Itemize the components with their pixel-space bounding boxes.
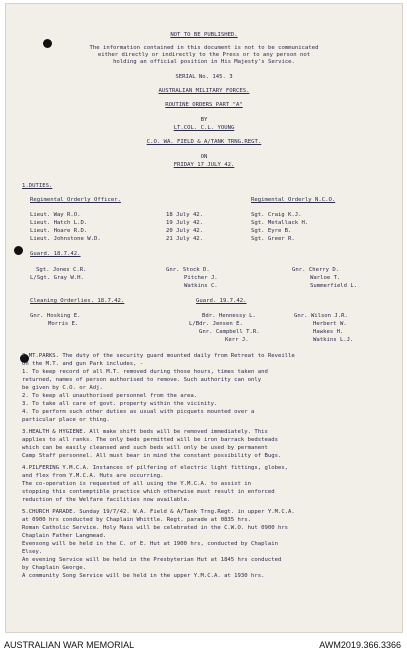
guard-member: Hawkes H.: [313, 329, 344, 335]
officer-name: Lieut. Johnstone W.D.: [30, 236, 101, 242]
serial-number: SERIAL No. 145. 3: [175, 74, 233, 80]
guard-member: Warloe T.: [310, 275, 341, 281]
pilfering-line: and flex from Y.M.C.A. Huts are occurring.: [22, 473, 164, 479]
guard-member: L/Sgt. Gray W.H.: [30, 275, 84, 281]
guard-member: Herbert W.: [313, 321, 347, 327]
punch-hole: [14, 246, 23, 255]
duty-date: 21 July 42.: [166, 236, 204, 242]
officer-name: Lieut. Hatch L.D.: [30, 220, 88, 226]
church-line: 5.CHURCH PARADE. Sunday 19/7/42. W.A. Field & A/Tank Trng.Regt. in upper Y.M.C.A.: [22, 509, 295, 515]
on-label: ON: [200, 154, 208, 160]
nco-name: Sgt. Greer R.: [251, 236, 295, 242]
church-line: Chaplain Father Langmead.: [22, 533, 107, 539]
commander-name: LT.COL. C.L. YOUNG: [173, 125, 235, 131]
guard-heading: Guard. 19.7.42.: [196, 298, 247, 304]
cleaning-member: Gnr. Hosking E.: [30, 313, 81, 319]
health-line: 3.HEALTH & HYGIENE. All make shift beds will be removed immediately. This: [22, 429, 268, 435]
pilfering-line: stopping this contemptible practice which otherwise must result in enforced: [22, 489, 275, 495]
guard-member: L/Bdr. Jensen E.: [189, 321, 243, 327]
force-heading: AUSTRALIAN MILITARY FORCES.: [158, 88, 250, 94]
duties-heading: 1.DUTIES.: [22, 183, 53, 189]
church-line: An evening Service will be held in the Presbyterian Hut at 1845 hrs conducted: [22, 557, 282, 563]
guard-member: Bdr. Hennessy L.: [202, 313, 256, 319]
mt-parks-line: 4. To perform such other duties as usual with picquets mounted over a: [22, 409, 255, 415]
health-line: Camp Staff personnel. All must bear in mind the constant possibility of Bugs.: [22, 453, 282, 459]
cleaning-member: Morris E.: [48, 321, 79, 327]
guard-member: Kerr J.: [225, 337, 249, 343]
mt-parks-line: on the M.T. and gun Park includes, -: [22, 361, 144, 367]
church-line: Roman Catholic Service. Holy Mass will be celebrated in the C.W.O. hut 0900 hrs: [22, 525, 289, 531]
guard-member: Gnr. Cherry D.: [292, 267, 340, 273]
nco-name: Sgt. Metallack H.: [251, 220, 309, 226]
health-line: applies to all ranks. The only beds permitted will be iron barrack bedsteads: [22, 437, 278, 443]
notice-line: either directly or indirectly to the Press or to any person not: [97, 52, 311, 58]
guard-member: Watkins C.: [184, 283, 218, 289]
by-label: BY: [200, 117, 208, 123]
archive-footer: [0, 636, 407, 653]
mt-parks-line: returned, names of person authorised to remove. Such authority can only: [22, 377, 262, 383]
guard-heading: Guard. 18.7.42.: [30, 251, 81, 257]
officer-heading: Regimental Orderly Officer.: [30, 197, 121, 203]
pilfering-line: 4.PILFERING Y.M.C.A. Instances of pilfering of electric light fittings, globes,: [22, 465, 289, 471]
guard-member: Gnr. Campbell T.R.: [199, 329, 260, 335]
officer-name: Lieut. Hoare R.D.: [30, 228, 88, 234]
duty-date: 19 July 42.: [166, 220, 204, 226]
routine-orders-text: [6, 4, 402, 632]
document-page: [5, 3, 403, 633]
accession-number: AWM2019.366.3366: [319, 640, 401, 650]
mt-parks-line: 1. To keep record of all M.T. removed during those hours, times taken and: [22, 369, 268, 375]
guard-member: Watkins L.J.: [313, 337, 354, 343]
duty-date: 18 July 42.: [166, 212, 204, 218]
health-line: which can be easily cleansed and such beds will only be used by permanent: [22, 445, 268, 451]
cleaning-heading: Cleaning Orderlies. 18.7.42.: [30, 298, 125, 304]
church-line: by Chaplain George.: [22, 565, 86, 571]
notice-line: The information contained in this document is not to be communicated: [89, 45, 319, 51]
pilfering-line: The co-operation is requested of all using the Y.M.C.A. to assist in: [22, 481, 252, 487]
officer-name: Lieut. Way R.O.: [30, 212, 81, 218]
duty-date: 20 July 42.: [166, 228, 204, 234]
nco-name: Sgt. Craig K.J.: [251, 212, 302, 218]
nco-heading: Regimental Orderly N.C.O.: [251, 197, 336, 203]
orders-heading: ROUTINE ORDERS PART "A": [165, 102, 243, 108]
nco-name: Sgt. Eyre B.: [251, 228, 292, 234]
unit-name: C.O. WA. FIELD & A/TANK TRNG.REGT.: [146, 139, 262, 145]
mt-parks-line: particular place or thing.: [22, 417, 110, 423]
mt-parks-line: be given by C.O. or Adj.: [22, 385, 103, 391]
archive-name: AUSTRALIAN WAR MEMORIAL: [4, 640, 135, 650]
guard-member: Summerfield L.: [310, 283, 358, 289]
mt-parks-line: 2. To keep all unauthorised personnel from the area.: [22, 393, 198, 399]
mt-parks-line: 2.MT.PARKS. The duty of the security guard mounted daily from Retreat to Reveille: [22, 353, 295, 359]
mt-parks-line: 3. To take all care of govt. property within the vicinity.: [22, 401, 218, 407]
guard-member: Gnr. Wilson J.R.: [294, 313, 348, 319]
church-line: Evensong will be held in the C. of E. Hut at 1900 hrs, conducted by Chaplain: [22, 541, 278, 547]
not-published-heading: NOT TO BE PUBLISHED.: [170, 32, 238, 38]
guard-member: Gnr. Stock D.: [166, 267, 210, 273]
pilfering-line: reduction of the Welfare facilities now available.: [22, 497, 191, 503]
guard-member: Sgt. Jones C.R.: [36, 267, 87, 273]
guard-member: Pitcher J.: [184, 275, 218, 281]
church-line: Elsey.: [22, 549, 43, 555]
order-date: FRIDAY 17 JULY 42.: [173, 162, 235, 168]
church-line: at 0900 hrs conducted by Chaplain Whittle. Regt. parade at 0835 hrs.: [22, 517, 252, 523]
notice-line: holding an official position in His Majesty's Service.: [113, 59, 295, 65]
church-line: A community Song Service will be held in the upper Y.M.C.A. at 1930 hrs.: [22, 573, 265, 579]
